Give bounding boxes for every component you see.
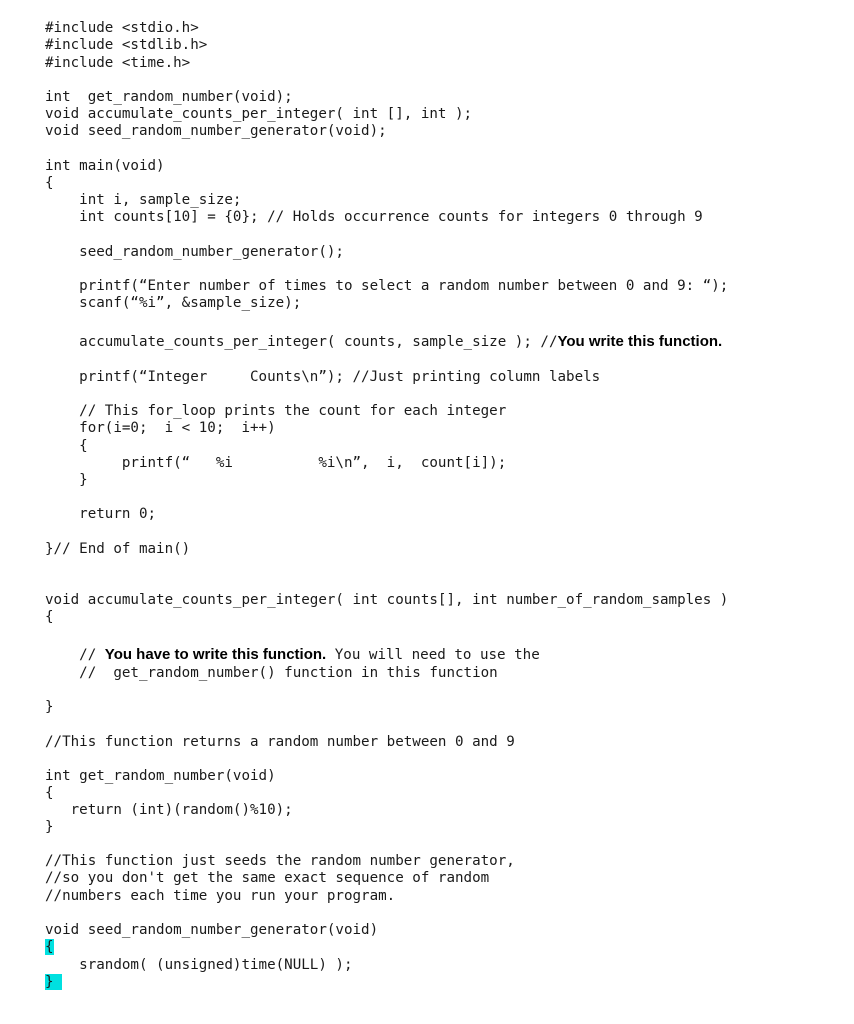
code-line (45, 974, 62, 991)
code-line: { (45, 609, 54, 625)
code-line: return (int)(random()%10); (45, 802, 293, 818)
code-line: // This for_loop prints the count for each integer (45, 403, 507, 419)
code-line: int counts[10] = {0}; // Holds occurrence counts for integers 0 through 9 (45, 209, 703, 225)
code-line: #include <time.h> (45, 55, 191, 71)
highlighted-brace: { (45, 939, 54, 955)
code-line: for(i=0; i < 10; i++) (45, 420, 276, 436)
code-line: #include <stdlib.h> (45, 37, 208, 53)
highlighted-brace: } (45, 974, 54, 990)
code-line: void accumulate_counts_per_integer( int counts[], int number_of_random_samples ) (45, 592, 729, 608)
code-line: int get_random_number(void) (45, 768, 276, 784)
code-line: //so you don't get the same exact sequence of random (45, 870, 490, 886)
code-line: { (45, 785, 54, 801)
code-line: int main(void) (45, 158, 165, 174)
code-line (45, 646, 540, 663)
code-line: } (45, 699, 54, 715)
code-line: int i, sample_size; (45, 192, 242, 208)
code-line: int get_random_number(void); (45, 89, 293, 105)
code-line: void seed_random_number_generator(void) (45, 922, 379, 938)
code-text: // (45, 647, 105, 663)
code-line: return 0; (45, 506, 157, 522)
code-line: printf(“Enter number of times to select a random number between 0 and 9: “); (45, 278, 729, 294)
code-line (45, 333, 722, 350)
code-line: scanf(“%i”, &sample_size); (45, 295, 302, 311)
code-line: printf(“ %i %i\n”, i, count[i]); (45, 455, 507, 471)
code-text: accumulate_counts_per_integer( counts, sample_size ); // (45, 334, 558, 350)
code-line: } (45, 472, 88, 488)
code-line: // get_random_number() function in this function (45, 665, 498, 681)
bold-instruction: You have to write this function. (104, 646, 327, 663)
code-line: printf(“Integer Counts\n”); //Just printing column labels (45, 369, 601, 385)
code-line: //This function just seeds the random number generator, (45, 853, 515, 869)
highlight-tail (54, 974, 63, 990)
code-line: srandom( (unsigned)time(NULL) ); (45, 957, 353, 973)
code-line: }// End of main() (45, 541, 191, 557)
bold-instruction: You write this function. (557, 333, 723, 350)
code-line: #include <stdio.h> (45, 20, 199, 36)
code-line (45, 939, 54, 956)
code-line: { (45, 438, 88, 454)
code-line: //This function returns a random number between 0 and 9 (45, 734, 515, 750)
code-line: void seed_random_number_generator(void); (45, 123, 387, 139)
code-line: { (45, 175, 54, 191)
code-line: seed_random_number_generator(); (45, 244, 344, 260)
code-text: You will need to use the (326, 647, 540, 663)
code-line: void accumulate_counts_per_integer( int [], int ); (45, 106, 473, 122)
code-line: } (45, 819, 54, 835)
code-line: //numbers each time you run your program. (45, 888, 396, 904)
